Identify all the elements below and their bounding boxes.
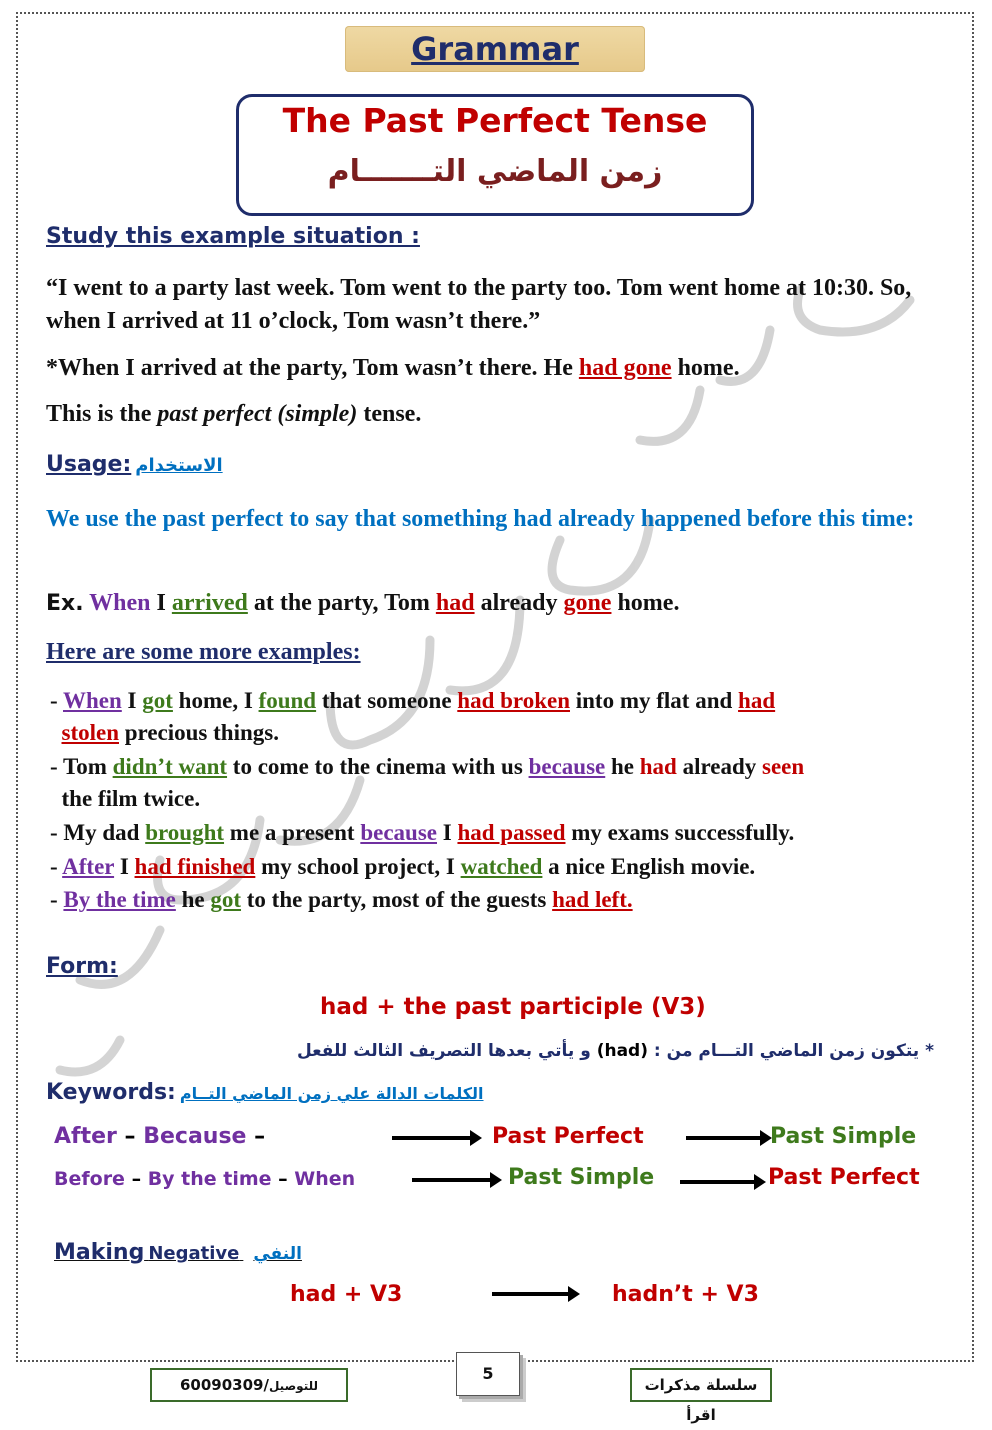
example-segment: got <box>210 887 242 912</box>
ex-had: had <box>435 590 475 616</box>
example-segment: had left. <box>552 887 633 912</box>
title-box <box>236 94 754 216</box>
kw-dash-1: – <box>116 1124 144 1149</box>
usage-example <box>46 587 679 620</box>
example-segment: home, I <box>172 688 259 713</box>
study-line-2 <box>46 352 946 385</box>
example-segment: already <box>676 754 763 779</box>
study-line-3 <box>46 398 421 431</box>
kw-row2-past-simple: Past Simple <box>508 1165 655 1190</box>
form-ar-end: و يأتي بعدها التصريف الثالث للفعل <box>296 1041 597 1061</box>
negative-from: had + V3 <box>290 1282 403 1307</box>
page-number: 5 <box>456 1352 520 1396</box>
example-dash: - <box>50 820 64 845</box>
usage-heading-ar: الاستخدام <box>135 455 223 476</box>
example-dash: - <box>50 887 64 912</box>
study-line-2-text: *When I arrived at the party, Tom wasn’t there. He <box>46 355 579 381</box>
kw-row1-past-perfect: Past Perfect <box>492 1124 644 1149</box>
keywords-row-1 <box>54 1124 265 1149</box>
grammar-title: Grammar <box>411 30 579 68</box>
title-english: The Past Perfect Tense <box>282 101 708 140</box>
example-dash: - <box>50 688 63 713</box>
ex-when: When <box>89 590 151 616</box>
example-segment: stolen <box>61 720 119 745</box>
kw-when: When <box>294 1168 356 1190</box>
example-segment: he <box>175 887 211 912</box>
example-dash: - <box>50 754 63 779</box>
keywords-heading-en: Keywords: <box>46 1080 176 1105</box>
example-segment: seen <box>762 754 805 779</box>
ex-text-1: I <box>150 590 172 616</box>
example-segment: that someone <box>316 688 458 713</box>
example-segment: into my flat and <box>570 688 739 713</box>
form-ar-start: * يتكون زمن الماضي التـــام من : <box>648 1041 934 1061</box>
example-segment: found <box>258 688 317 713</box>
arrow-icon <box>680 1180 756 1184</box>
example-segment: had broken <box>457 688 570 713</box>
kw-because: Because <box>143 1124 247 1149</box>
kw-dash-3: – <box>124 1168 148 1190</box>
example-segment: had passed <box>457 820 566 845</box>
form-formula: had + the past participle (V3) <box>320 994 706 1020</box>
example-item <box>50 684 950 717</box>
example-segment: Tom <box>63 754 113 779</box>
example-segment: to come to the cinema with us <box>227 754 529 779</box>
example-segment: had <box>639 754 677 779</box>
arrow-icon <box>686 1136 762 1140</box>
example-segment: had <box>738 688 776 713</box>
usage-heading-en: Usage: <box>46 452 132 477</box>
study-had-gone: had gone <box>578 355 672 381</box>
example-segment: didn’t want <box>112 754 228 779</box>
example-segment: me a present <box>224 820 361 845</box>
example-item <box>50 816 950 849</box>
negative-heading <box>54 1240 302 1265</box>
kw-row1-past-simple: Past Simple <box>770 1124 917 1149</box>
example-segment: By the time <box>63 887 176 912</box>
study-line-3-end: tense. <box>357 401 422 427</box>
footer-phone: 60090309/ <box>179 1376 269 1394</box>
example-segment: I <box>114 854 135 879</box>
kw-dash-4: – <box>271 1168 295 1190</box>
kw-by-the-time: By the time <box>147 1168 272 1190</box>
study-quote: “I went to a party last week. Tom went to the party too. Tom went home at 10:30. So, when I arrived at 11 o’clock, Tom wasn’t there.” <box>46 275 912 334</box>
example-segment: he <box>605 754 640 779</box>
example-label: Ex. <box>46 591 84 616</box>
example-segment: because <box>528 754 606 779</box>
example-segment: had finished <box>134 854 256 879</box>
keywords-row-2 <box>54 1168 355 1190</box>
footer-phone-label: للتوصيل <box>268 1379 318 1393</box>
kw-after: After <box>54 1124 117 1149</box>
negative-heading-making: Making <box>54 1240 145 1265</box>
form-arabic-note <box>297 1041 934 1061</box>
study-line-3-text: This is the <box>46 401 158 427</box>
example-segment: My dad <box>63 820 146 845</box>
study-line-3-italic: past perfect (simple) <box>157 401 358 427</box>
example-item <box>50 716 950 749</box>
example-segment: because <box>360 820 437 845</box>
example-item <box>50 883 950 916</box>
arrow-icon <box>392 1136 472 1140</box>
example-dash: - <box>50 854 63 879</box>
example-segment: got <box>142 688 173 713</box>
ex-text-2: at the party, Tom <box>247 590 436 616</box>
negative-heading-negative: Negative <box>148 1243 240 1264</box>
kw-row2-past-perfect: Past Perfect <box>768 1165 920 1190</box>
usage-text: We use the past perfect to say that something had already happened before this time: <box>46 506 915 532</box>
ex-text-3: already <box>474 590 564 616</box>
example-segment: I <box>437 820 458 845</box>
example-dash <box>50 786 62 811</box>
form-ar-had: (had) <box>596 1041 649 1061</box>
form-heading: Form: <box>46 954 118 979</box>
example-segment: a nice English movie. <box>542 854 756 879</box>
examples-heading: Here are some more examples: <box>46 639 361 665</box>
example-segment: precious things. <box>119 720 279 745</box>
study-line-2-end: home. <box>671 355 740 381</box>
example-segment: to the party, most of the guests <box>241 887 553 912</box>
example-segment: my school project, I <box>255 854 461 879</box>
ex-text-4: home. <box>611 590 680 616</box>
arrow-icon <box>412 1178 492 1182</box>
title-arabic: زمن الماضي التـــــــام <box>327 154 663 189</box>
keywords-heading-ar: الكلمات الدالة علي زمن الماضي التــام <box>179 1084 484 1103</box>
example-segment: my exams successfully. <box>565 820 795 845</box>
ex-gone: gone <box>563 590 612 616</box>
keywords-heading <box>46 1080 484 1105</box>
example-item <box>50 750 950 783</box>
negative-to: hadn’t + V3 <box>612 1282 759 1307</box>
example-item <box>50 782 950 815</box>
example-segment: When <box>63 688 122 713</box>
arrow-icon <box>492 1292 570 1296</box>
example-segment: I <box>121 688 143 713</box>
kw-before: Before <box>54 1168 125 1190</box>
example-segment: watched <box>460 854 543 879</box>
example-dash <box>50 720 62 745</box>
footer-phone-box <box>150 1368 348 1402</box>
kw-dash-2: – <box>246 1124 266 1149</box>
negative-heading-ar: النفي <box>253 1244 302 1264</box>
example-segment: After <box>62 854 115 879</box>
study-heading: Study this example situation : <box>46 224 420 249</box>
footer-series: سلسلة مذكرات اقرأ <box>630 1368 772 1402</box>
example-item <box>50 850 950 883</box>
grammar-banner <box>345 26 645 72</box>
usage-heading <box>46 452 223 477</box>
example-segment: brought <box>145 820 225 845</box>
example-segment: the film twice. <box>61 786 201 811</box>
ex-arrived: arrived <box>171 590 248 616</box>
